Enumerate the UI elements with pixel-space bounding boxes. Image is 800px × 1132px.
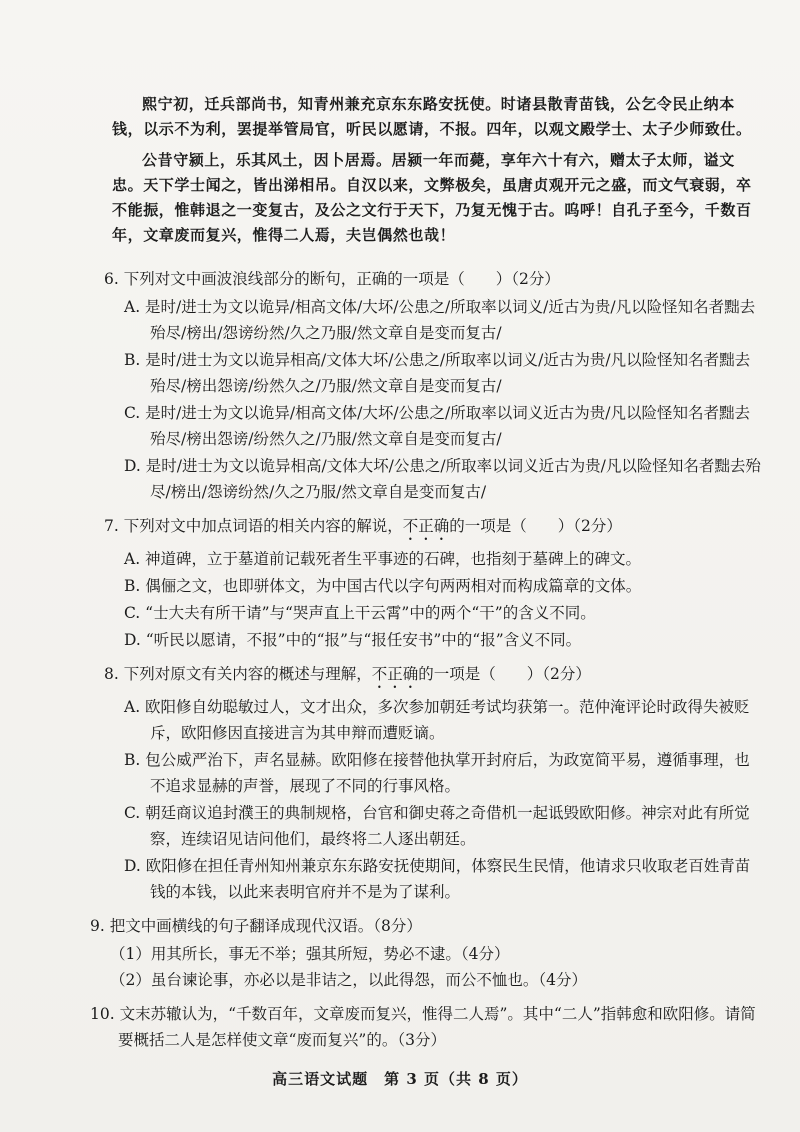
question-9-item-2: （2）虽台谏论事，亦必以是非诘之，以此得怨，而公不恤也。（4分） — [110, 971, 587, 989]
reading-passage — [112, 92, 752, 254]
question-7-stem-suffix: 的一项是（ ）（2分） — [449, 517, 622, 535]
page-footer: 高三语文试题 第 3 页（共 8 页） — [272, 1070, 528, 1088]
question-7 — [104, 513, 764, 653]
question-7-stem-emphasis: 不正确 — [402, 517, 450, 535]
question-7-option-c: C. “士大夫有所干请”与“哭声直上干云霄”中的两个“干”的含义不同。 — [124, 604, 596, 622]
question-9-stem: 9. 把文中画横线的句子翻译成现代汉语。（8分） — [90, 917, 422, 935]
question-7-option-a: A. 神道碑，立于墓道前记载死者生平事迹的石碑，也指刻于墓碑上的碑文。 — [124, 550, 642, 568]
question-9 — [90, 913, 764, 993]
question-9-item-1: （1）用其所长，事无不举；强其所短，势必不逮。（4分） — [110, 945, 510, 963]
question-8-stem-emphasis: 不正确 — [371, 665, 419, 683]
question-8-option-c: C. 朝廷商议追封濮王的典制规格，台官和御史蒋之奇借机一起诋毁欧阳修。神宗对此有所觉察，连续诏见诘问他们，最终将二人逐出朝廷。 — [124, 804, 750, 848]
question-10-stem: 10. 文末苏辙认为，“千数百年，文章废而复兴，惟得二人焉”。其中“二人”指韩愈和欧阳修。请简要概括二人是怎样使文章“废而复兴”的。（3分） — [90, 1005, 756, 1049]
question-6-option-a: A. 是时/进士为文以诡异/相高文体/大坏/公患之/所取率以词义/近古为贵/凡以险怪知名者黜去殆尽/榜出/怨谤纷然/久之乃服/然文章自是变而复古/ — [124, 298, 756, 342]
question-10 — [90, 1001, 764, 1053]
question-6 — [104, 266, 764, 505]
question-list — [90, 266, 764, 1055]
question-7-stem-prefix: 7. 下列对文中加点词语的相关内容的解说， — [104, 517, 403, 535]
question-8-option-b: B. 包公威严治下，声名显赫。欧阳修在接替他执掌开封府后，为政宽简平易，遵循事理，也不追求显赫的声誉，展现了不同的行事风格。 — [124, 751, 750, 795]
question-8-stem — [104, 661, 764, 692]
question-7-option-b: B. 偶俪之文，也即骈体文，为中国古代以字句两两相对而构成篇章的文体。 — [124, 577, 642, 595]
question-8-option-a: A. 欧阳修自幼聪敏过人，文才出众，多次参加朝廷考试均获第一。范仲淹评论时政得失被贬斥，欧阳修因直接进言为其申辩而遭贬谪。 — [124, 698, 750, 742]
question-8 — [104, 661, 764, 905]
question-6-stem: 6. 下列对文中画波浪线部分的断句，正确的一项是（ ）（2分） — [104, 270, 560, 288]
question-8-option-d: D. 欧阳修在担任青州知州兼京东东路安抚使期间，体察民生民情，他请求只收取老百姓青苗钱的本钱，以此来表明官府并不是为了谋利。 — [124, 857, 751, 901]
question-7-stem — [104, 513, 764, 544]
passage-paragraph-1: 熙宁初，迁兵部尚书，知青州兼充京东东路安抚使。时诸县散青苗钱，公乞令民止纳本钱，以示不为利，罢提举管局官，听民以愿请，不报。四年，以观文殿学士、太子少师致仕。 — [112, 95, 752, 138]
question-6-option-b: B. 是时/进士为文以诡异相高/文体大坏/公患之/所取率以词义/近古为贵/凡以险怪知名者黜去殆尽/榜出怨谤/纷然久之/乃服/然文章自是变而复古/ — [124, 351, 751, 395]
passage-paragraph-2: 公昔守颍上，乐其风土，因卜居焉。居颍一年而薨，享年六十有六，赠太子太师，谥文忠。天下学士闻之，皆出涕相吊。自汉以来，文弊极矣，虽唐贞观开元之盛，而文气衰弱，卒不能振，惟韩退之一变复古，及公之文行于天下，乃复无愧于古。呜呼！自孔子至今，千数百年，文章废而复兴，惟得二人焉，夫岂偶然也哉！ — [112, 151, 752, 244]
question-8-stem-suffix: 的一项是（ ）（2分） — [418, 665, 591, 683]
question-7-option-d: D. “听民以愿请，不报”中的“报”与“报任安书”中的“报”含义不同。 — [124, 631, 582, 649]
question-6-option-c: C. 是时/进士为文以诡异/相高文体/大坏/公患之/所取率以词义近古为贵/凡以险怪知名者黜去殆尽/榜出怨谤/纷然久之/乃服/然文章自是变而复古/ — [124, 404, 750, 448]
question-6-option-d: D. 是时/进士为文以诡异相高/文体大坏/公患之/所取率以词义近古为贵/凡以险怪知名者黜去殆尽/榜出/怨谤纷然/久之乃服/然文章自是变而复古/ — [124, 457, 761, 501]
question-8-stem-prefix: 8. 下列对原文有关内容的概述与理解， — [104, 665, 372, 683]
